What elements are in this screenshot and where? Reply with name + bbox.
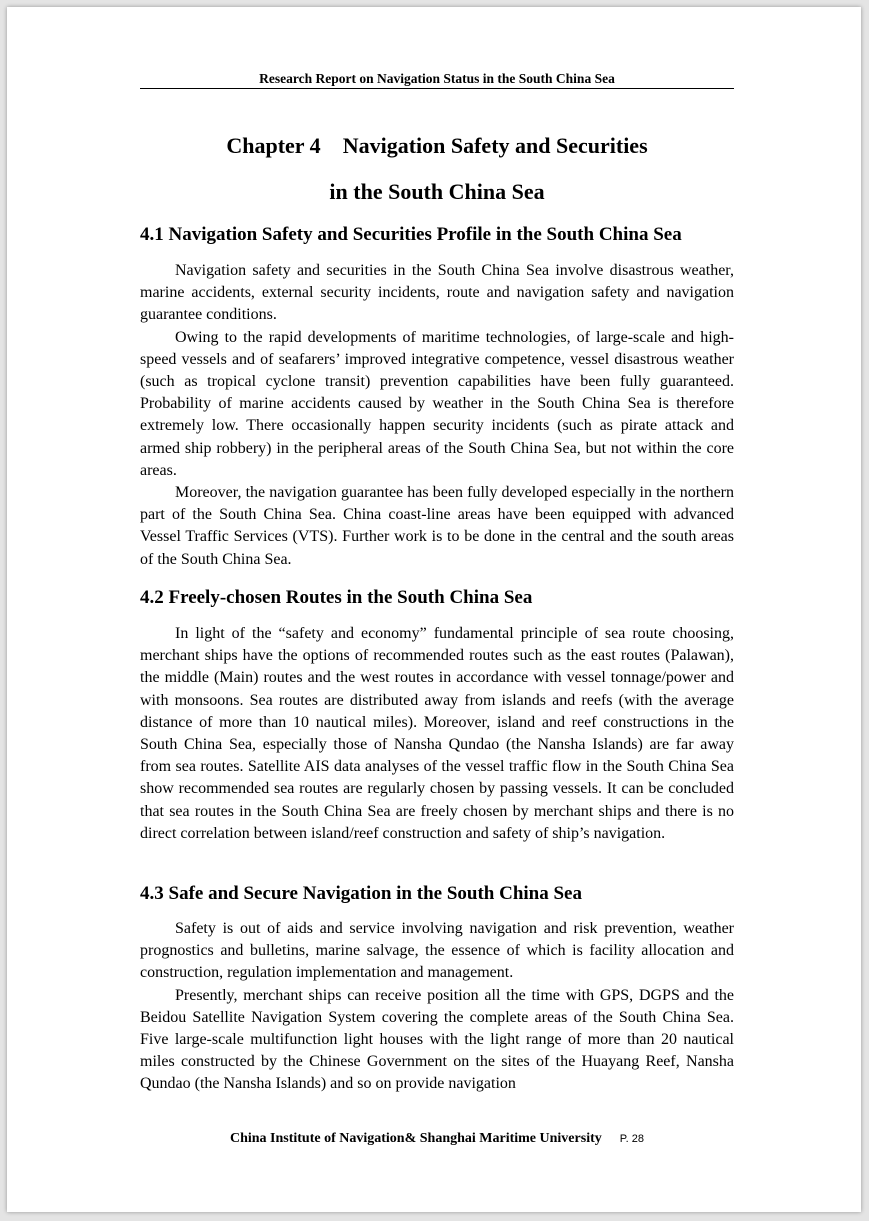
- section-body-4-1: [140, 260, 734, 571]
- paragraph: Navigation safety and securities in the South China Sea involve disastrous weather, marine accidents, external security incidents, route and navigation safety and navigation guarantee conditions.: [140, 262, 734, 324]
- chapter-title-line-1: [140, 123, 734, 169]
- page-number: P. 28: [619, 1133, 645, 1145]
- section-body-4-3: [140, 918, 734, 1096]
- chapter-number: Chapter 4: [226, 133, 321, 158]
- paragraph: Owing to the rapid developments of maritime technologies, of large-scale and high-speed vessels and of seafarers’ improved integrative competence, vessel disastrous weather (such as tropical cyclone transit) prevention capabilities have been fully guaranteed. Probability of marine accidents caused by weather in the South China Sea is therefore extremely low. There occasionally happen security incidents (such as pirate attack and armed ship robbery) in the peripheral areas of the South China Sea, but not within the core areas.: [140, 328, 734, 479]
- paragraph: Safety is out of aids and service involving navigation and risk prevention, weather prognostics and bulletins, marine salvage, the essence of which is facility allocation and construction, regulation implementation and management.: [140, 920, 734, 982]
- running-header: Research Report on Navigation Status in the South China Sea: [140, 70, 734, 89]
- section-body-4-2: [140, 623, 734, 845]
- section-heading-4-1: 4.1 Navigation Safety and Securities Profile in the South China Sea: [140, 224, 682, 245]
- section-heading-4-2: 4.2 Freely-chosen Routes in the South China Sea: [140, 587, 533, 608]
- document-page: [7, 7, 861, 1212]
- chapter-title-line-2: in the South China Sea: [329, 179, 545, 204]
- paragraph: Moreover, the navigation guarantee has been fully developed especially in the northern part of the South China Sea. China coast-line areas have been equipped with advanced Vessel Traffic Services (VTS). Further work is to be done in the central and the south areas of the South China Sea.: [140, 484, 734, 568]
- section-heading-4-3: 4.3 Safe and Secure Navigation in the South China Sea: [140, 883, 582, 904]
- paragraph: Presently, merchant ships can receive position all the time with GPS, DGPS and the Beidou Satellite Navigation System covering the complete areas of the South China Sea. Five large-scale multifunction light houses with the light range of more than 20 nautical miles constructed by the Chinese Government on the sites of the Huayang Reef, Nansha Qundao (the Nansha Islands) and so on provide navigation: [140, 986, 734, 1093]
- chapter-title: [140, 123, 734, 215]
- page-footer: [140, 1129, 734, 1149]
- footer-institution: China Institute of Navigation& Shanghai Maritime University: [229, 1131, 602, 1146]
- paragraph: In light of the “safety and economy” fundamental principle of sea route choosing, merchant ships have the options of recommended routes such as the east routes (Palawan), the middle (Main) routes and the west routes in accordance with vessel tonnage/power and with monsoons. Sea routes are distributed away from islands and reefs (with the average distance of more than 10 nautical miles). Moreover, island and reef constructions in the South China Sea, especially those of Nansha Qundao (the Nansha Islands) are far away from sea routes. Satellite AIS data analyses of the vessel traffic flow in the South China Sea show recommended sea routes are regularly chosen by passing vessels. It can be concluded that sea routes in the South China Sea are freely chosen by merchant ships and there is no direct correlation between island/reef construction and safety of ship’s navigation.: [140, 625, 734, 842]
- chapter-title-text: Navigation Safety and Securities: [342, 133, 648, 158]
